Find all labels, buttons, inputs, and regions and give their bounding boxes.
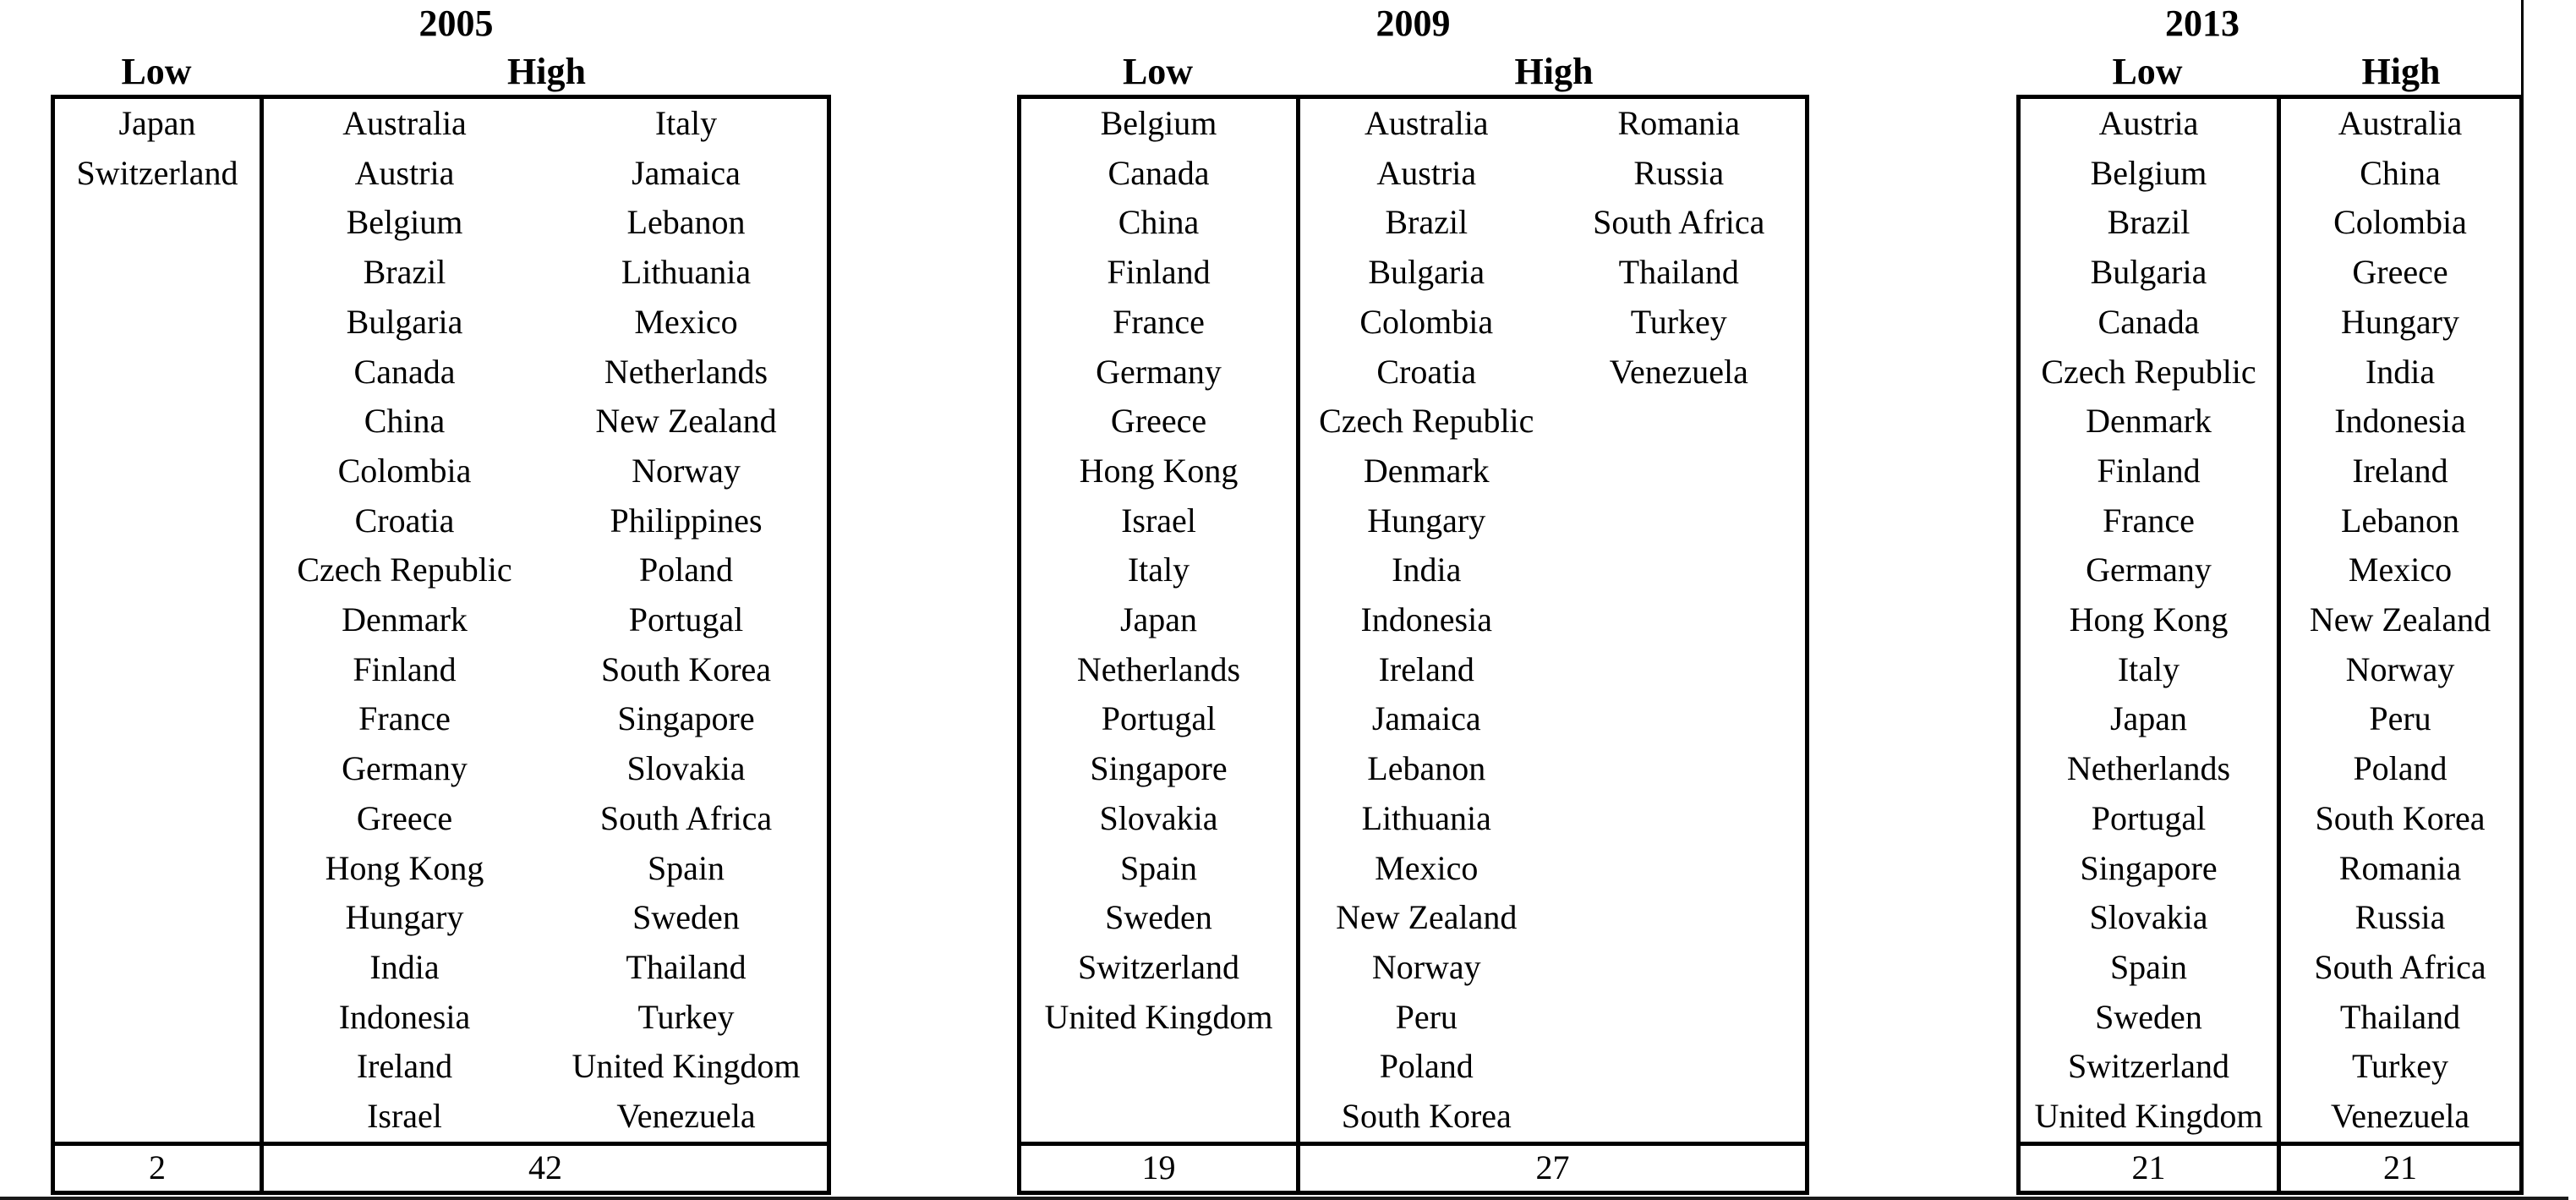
country-row: Italy	[654, 104, 718, 142]
high-count: 42	[260, 1146, 827, 1191]
table-content	[55, 99, 827, 1142]
country-row: Brazil	[1385, 203, 1468, 242]
country-row: Australia	[342, 104, 467, 142]
country-row: Ireland	[1378, 649, 1474, 688]
high-count: 27	[1296, 1146, 1805, 1191]
country-row: Netherlands	[1076, 649, 1241, 688]
country-row: Finland	[1107, 253, 1211, 292]
country-row: Canada	[1108, 153, 1210, 192]
country-row: Germany	[2086, 551, 2212, 589]
country-row: Switzerland	[76, 153, 238, 192]
country-row: Italy	[1127, 551, 1190, 589]
country-row: Colombia	[2333, 203, 2467, 242]
year-title: 2005	[418, 3, 494, 44]
country-row: United Kingdom	[572, 1047, 801, 1086]
country-row: Peru	[2369, 699, 2431, 738]
count-row	[1021, 1142, 1805, 1191]
country-row: Indonesia	[338, 997, 471, 1036]
low-country-list	[55, 99, 260, 1142]
country-row: China	[364, 402, 446, 441]
column-headers	[51, 52, 831, 91]
country-row: Japan	[118, 104, 196, 142]
high-country-list-primary	[1300, 99, 1553, 1142]
country-row: Poland	[2353, 749, 2447, 788]
country-row: Ireland	[356, 1047, 453, 1086]
country-row: Thailand	[1618, 253, 1739, 292]
low-country-list	[2021, 99, 2277, 1142]
country-row: Colombia	[1359, 302, 1494, 341]
low-count: 19	[1141, 1148, 1176, 1186]
year-title: 2009	[1376, 3, 1451, 44]
country-row: Peru	[1395, 997, 1458, 1036]
country-row: Netherlands	[604, 352, 768, 391]
country-row: Mexico	[1375, 848, 1479, 887]
country-row: Austria	[1376, 153, 1477, 192]
country-row: Denmark	[2086, 402, 2212, 441]
country-row: Brazil	[2107, 203, 2190, 242]
country-row: France	[1113, 302, 1205, 341]
country-row: Mexico	[2348, 551, 2453, 589]
country-row: Denmark	[342, 600, 468, 639]
country-row: Finland	[2097, 451, 2201, 490]
country-row: Israel	[1121, 501, 1196, 540]
country-row: Germany	[342, 749, 468, 788]
country-row: Australia	[1364, 104, 1489, 142]
country-row: Finland	[353, 649, 457, 688]
country-row: Sweden	[1105, 898, 1212, 937]
country-row: Hungary	[2341, 302, 2459, 341]
country-row: Norway	[2345, 649, 2455, 688]
low-header: Low	[121, 51, 192, 92]
country-row: Venezuela	[1609, 352, 1748, 391]
country-row: Slovakia	[2089, 898, 2208, 937]
country-row: India	[369, 947, 440, 986]
table-content	[1021, 99, 1805, 1142]
table-box	[51, 95, 831, 1195]
country-row: Indonesia	[2334, 402, 2466, 441]
country-row: France	[2103, 501, 2195, 540]
country-row: Norway	[632, 451, 741, 490]
country-row: China	[1118, 203, 1200, 242]
country-row: Greece	[356, 798, 453, 837]
country-row: Netherlands	[2066, 749, 2231, 788]
country-row: China	[2360, 153, 2441, 192]
country-row: United Kingdom	[2034, 1097, 2263, 1136]
country-row: Spain	[1119, 848, 1198, 887]
country-row: Denmark	[1363, 451, 1490, 490]
country-row: South Korea	[2315, 798, 2486, 837]
low-header: Low	[1122, 51, 1194, 92]
country-row: India	[2365, 352, 2436, 391]
country-row: Brazil	[363, 253, 446, 292]
country-row: New Zealand	[2309, 600, 2491, 639]
country-row: Lithuania	[621, 253, 752, 292]
country-row: Portugal	[628, 600, 744, 639]
country-row: Croatia	[354, 501, 455, 540]
low-count: 21	[2131, 1148, 2166, 1186]
country-row: Sweden	[2095, 997, 2202, 1036]
country-row: South Africa	[1593, 203, 1765, 242]
country-row: India	[1392, 551, 1462, 589]
count-row	[2021, 1142, 2519, 1191]
country-row: Hungary	[345, 898, 464, 937]
high-count: 21	[2277, 1146, 2519, 1191]
country-row: United Kingdom	[1044, 997, 1273, 1036]
country-row: Turkey	[637, 997, 735, 1036]
high-country-list-secondary	[1553, 99, 1806, 1142]
country-row: Lebanon	[626, 203, 746, 242]
country-row: Romania	[1617, 104, 1740, 142]
country-row: Ireland	[2352, 451, 2448, 490]
country-row: Singapore	[2080, 848, 2218, 887]
country-row: Germany	[1096, 352, 1222, 391]
country-row: Belgium	[2090, 153, 2207, 192]
country-row: New Zealand	[1336, 898, 1518, 937]
country-row: Turkey	[2351, 1047, 2449, 1086]
page-edge-vertical-line	[2521, 0, 2524, 95]
country-row: Bulgaria	[2090, 253, 2207, 292]
country-row: Switzerland	[2067, 1047, 2230, 1086]
country-row: Poland	[1379, 1047, 1474, 1086]
country-row: Norway	[1371, 947, 1481, 986]
country-row: Singapore	[617, 699, 755, 738]
high-country-list-primary	[264, 99, 545, 1142]
country-row: Canada	[2097, 302, 2200, 341]
country-row: Thailand	[626, 947, 747, 986]
country-row: Japan	[1119, 600, 1198, 639]
country-row: Russia	[1633, 153, 1725, 192]
country-row: Austria	[2098, 104, 2199, 142]
country-row: Spain	[647, 848, 725, 887]
country-row: Venezuela	[2330, 1097, 2470, 1136]
table-box	[2016, 95, 2524, 1195]
year-title: 2013	[2165, 3, 2240, 44]
country-row: Belgium	[1100, 104, 1217, 142]
country-row: Portugal	[1101, 699, 1217, 738]
country-row: Slovakia	[1099, 798, 1218, 837]
high-cell	[260, 99, 827, 1142]
country-row: Greece	[2352, 253, 2448, 292]
country-row: Croatia	[1376, 352, 1477, 391]
country-row: Venezuela	[616, 1097, 756, 1136]
country-row: Slovakia	[626, 749, 746, 788]
country-row: Greece	[1110, 402, 1207, 441]
country-row: Switzerland	[1077, 947, 1240, 986]
high-header: High	[507, 51, 586, 92]
country-row: Bulgaria	[346, 302, 463, 341]
country-row: Portugal	[2091, 798, 2207, 837]
country-row: Colombia	[337, 451, 472, 490]
country-row: Philippines	[610, 501, 763, 540]
country-row: Thailand	[2339, 997, 2461, 1036]
country-row: Singapore	[1090, 749, 1228, 788]
country-row: Spain	[2109, 947, 2188, 986]
country-row: Israel	[367, 1097, 442, 1136]
country-row: Hong Kong	[325, 848, 484, 887]
high-cell	[2277, 99, 2519, 1142]
country-row: Indonesia	[1360, 600, 1492, 639]
low-country-list	[1021, 99, 1296, 1142]
country-row: South Korea	[600, 649, 772, 688]
country-row: Australia	[2338, 104, 2463, 142]
country-row: Hungary	[1367, 501, 1486, 540]
country-row: Japan	[2109, 699, 2188, 738]
high-country-list-primary	[2281, 99, 2519, 1142]
column-headers	[1017, 52, 1809, 91]
low-count: 2	[149, 1148, 166, 1186]
country-row: Belgium	[346, 203, 463, 242]
count-row	[55, 1142, 827, 1191]
country-row: Jamaica	[1371, 699, 1481, 738]
country-row: South Africa	[599, 798, 773, 837]
country-row: South Africa	[2314, 947, 2486, 986]
table-content	[2021, 99, 2519, 1142]
country-row: Hong Kong	[1079, 451, 1239, 490]
country-row: Romania	[2338, 848, 2462, 887]
country-row: Russia	[2354, 898, 2446, 937]
country-row: Austria	[354, 153, 455, 192]
country-row: Canada	[353, 352, 456, 391]
country-row: South Korea	[1341, 1097, 1512, 1136]
country-row: Poland	[638, 551, 734, 589]
high-cell	[1296, 99, 1805, 1142]
country-row: Czech Republic	[2041, 352, 2256, 391]
country-row: Mexico	[634, 302, 738, 341]
country-row: Italy	[2117, 649, 2180, 688]
country-row: Lebanon	[2341, 501, 2459, 540]
country-row: Lithuania	[1361, 798, 1491, 837]
country-row: Sweden	[632, 898, 740, 937]
table-box	[1017, 95, 1809, 1195]
low-header: Low	[2112, 51, 2183, 92]
page-edge-horizontal-line	[0, 1197, 2568, 1200]
high-country-list-secondary	[545, 99, 827, 1142]
column-headers	[2016, 52, 2524, 91]
country-row: New Zealand	[595, 402, 777, 441]
country-row: Czech Republic	[1319, 402, 1534, 441]
country-row: Turkey	[1630, 302, 1727, 341]
country-row: Czech Republic	[297, 551, 512, 589]
country-row: Hong Kong	[2069, 600, 2229, 639]
country-row: France	[358, 699, 451, 738]
high-header: High	[1514, 51, 1594, 92]
country-row: Lebanon	[1367, 749, 1486, 788]
country-row: Jamaica	[632, 153, 741, 192]
country-row: Bulgaria	[1368, 253, 1485, 292]
high-header: High	[2361, 51, 2441, 92]
